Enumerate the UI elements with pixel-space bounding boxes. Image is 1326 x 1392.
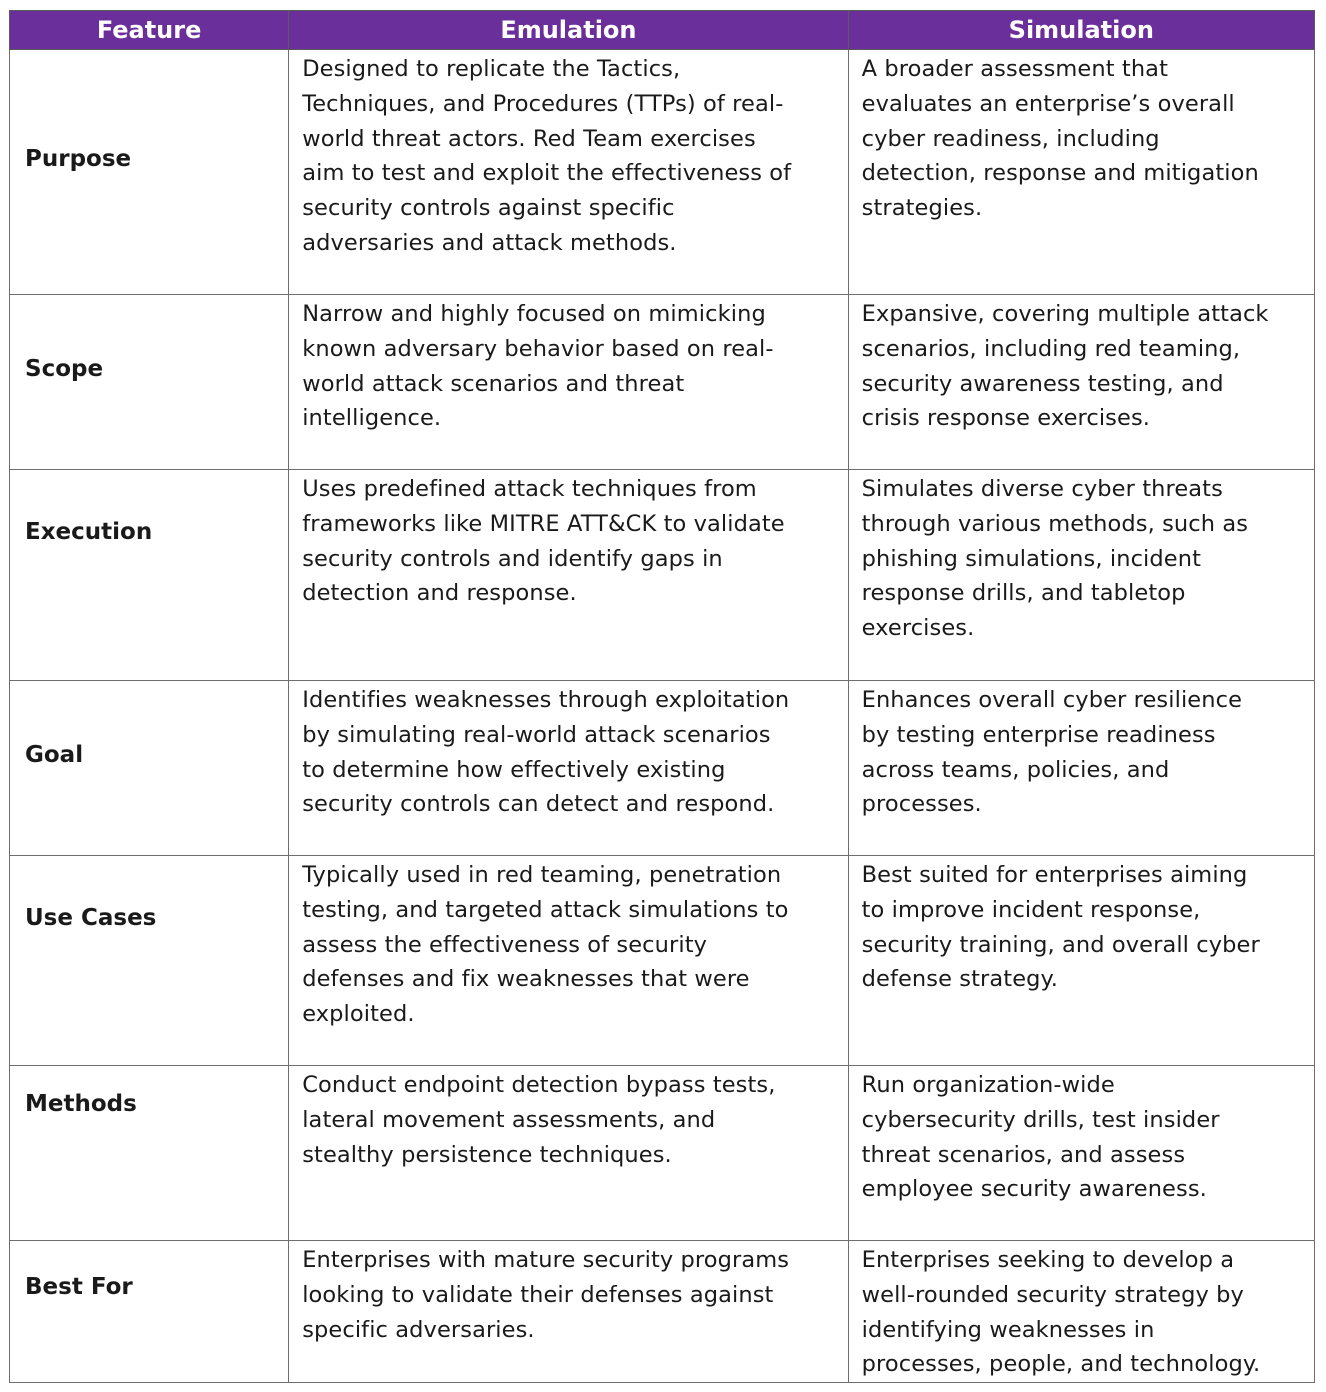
table-row-best-for [10, 1241, 1315, 1383]
simulation-cell: Enterprises seeking to develop a well-rounded security strategy by identifying weaknesses in processes, people, and technology. [848, 1241, 1314, 1383]
feature-cell [10, 856, 289, 1066]
table-row-scope [10, 295, 1315, 470]
simulation-cell: Run organization-wide cybersecurity drills, test insider threat scenarios, and assess employee security awareness. [848, 1066, 1314, 1241]
feature-label: Scope [25, 356, 104, 382]
feature-cell [10, 1241, 289, 1383]
feature-label: Use Cases [25, 904, 157, 931]
table-row-execution [10, 470, 1315, 681]
emulation-cell: Designed to replicate the Tactics, Techniques, and Procedures (TTPs) of real- world threat actors. Red Team exercises aim to test and exploit the effectiveness of security controls against specific adversaries and attack methods. [289, 50, 848, 295]
header-simulation: Simulation [848, 11, 1314, 50]
comparison-table [9, 10, 1315, 1383]
feature-label: Best For [25, 1273, 133, 1300]
feature-label: Methods [25, 1091, 137, 1117]
simulation-cell: A broader assessment that evaluates an enterprise’s overall cyber readiness, including detection, response and mitigation strategies. [848, 50, 1314, 295]
table-row-goal [10, 681, 1315, 856]
emulation-cell: Identifies weaknesses through exploitation by simulating real-world attack scenarios to determine how effectively existing security controls can detect and respond. [289, 681, 848, 856]
table-row-use-cases [10, 856, 1315, 1066]
emulation-cell: Conduct endpoint detection bypass tests, lateral movement assessments, and stealthy persistence techniques. [289, 1066, 848, 1241]
feature-cell [10, 1066, 289, 1241]
simulation-cell: Simulates diverse cyber threats through various methods, such as phishing simulations, incident response drills, and tabletop exercises. [848, 470, 1314, 681]
feature-label: Execution [25, 519, 153, 545]
feature-cell [10, 470, 289, 681]
feature-label: Purpose [25, 146, 132, 172]
table-row-purpose [10, 50, 1315, 295]
emulation-cell: Narrow and highly focused on mimicking known adversary behavior based on real- world attack scenarios and threat intelligence. [289, 295, 848, 470]
header-row [10, 11, 1315, 50]
emulation-cell: Enterprises with mature security programs looking to validate their defenses against specific adversaries. [289, 1241, 848, 1383]
header-feature: Feature [10, 11, 289, 50]
simulation-cell: Enhances overall cyber resilience by testing enterprise readiness across teams, policies, and processes. [848, 681, 1314, 856]
emulation-cell: Typically used in red teaming, penetration testing, and targeted attack simulations to assess the effectiveness of security defenses and fix weaknesses that were exploited. [289, 856, 848, 1066]
feature-cell [10, 50, 289, 295]
feature-label: Goal [25, 742, 84, 768]
feature-cell [10, 295, 289, 470]
emulation-cell: Uses predefined attack techniques from frameworks like MITRE ATT&CK to validate security controls and identify gaps in detection and response. [289, 470, 848, 681]
simulation-cell: Expansive, covering multiple attack scenarios, including red teaming, security awareness testing, and crisis response exercises. [848, 295, 1314, 470]
feature-cell [10, 681, 289, 856]
simulation-cell: Best suited for enterprises aiming to improve incident response, security training, and overall cyber defense strategy. [848, 856, 1314, 1066]
header-emulation: Emulation [289, 11, 848, 50]
table-row-methods [10, 1066, 1315, 1241]
